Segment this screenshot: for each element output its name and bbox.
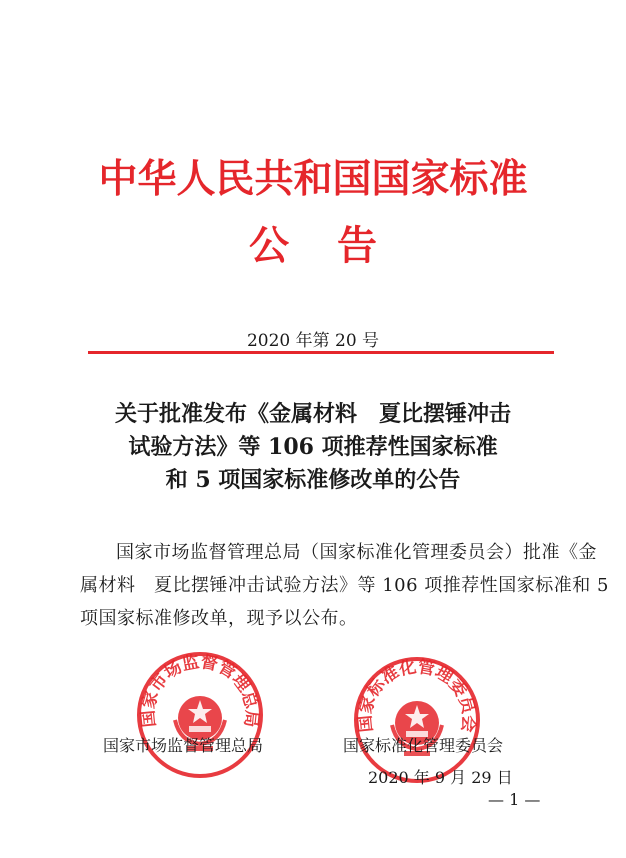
body-line: 属材料 夏比摆锤冲击试验方法》等 106 项推荐性国家标准和 5: [80, 575, 609, 596]
announcement-subject: [60, 398, 566, 497]
signature-left: 国家市场监督管理总局: [103, 736, 264, 755]
seal-left-text: 国家市场监督管理总局: [138, 652, 262, 729]
announcement-body: [80, 536, 609, 635]
document-header-title: 中华人民共和国国家标准: [98, 157, 528, 202]
issue-number: 2020 年第 20 号: [246, 331, 380, 351]
seal-right-text: 国家标准化管理委员会: [355, 657, 479, 734]
signature-date: 2020 年 9 月 29 日: [368, 768, 513, 787]
document-header-subtitle: 公告: [249, 223, 425, 269]
signature-right: 国家标准化管理委员会: [343, 736, 504, 755]
seal-emblem-icon: [135, 650, 265, 780]
subject-line: 试验方法》等 106 项推荐性国家标准: [128, 434, 498, 460]
page-number: — 1 —: [488, 790, 541, 809]
header-divider: [88, 351, 554, 354]
body-line: 项国家标准修改单，现予以公布。: [80, 608, 358, 629]
official-seal-left: [135, 650, 265, 780]
subject-line: 和 5 项国家标准修改单的公告: [165, 467, 461, 493]
subject-line: 关于批准发布《金属材料 夏比摆锤冲击: [114, 401, 511, 427]
body-line: 国家市场监督管理总局（国家标准化管理委员会）批准《金: [116, 542, 597, 563]
